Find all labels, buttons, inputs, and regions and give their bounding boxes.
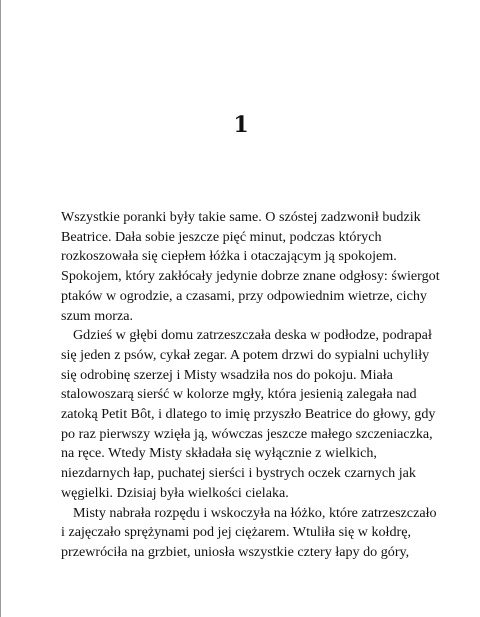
text-line: stalowoszarą sierść w kolorze mgły, która jesienią zalegała nad <box>61 386 417 403</box>
text-line: ptaków w ogrodzie, a czasami, przy odpowiednim wietrze, cichy <box>61 287 427 304</box>
paragraph-3 <box>61 504 441 563</box>
text-line: Misty nabrała rozpędu i wskoczyła na łóżko, które zatrzeszczało <box>73 504 437 521</box>
text-line: Wszystkie poranki były takie same. O szóstej zadzwonił budzik <box>61 209 421 225</box>
text-line: po raz pierwszy wzięła ją, wówczas jeszcze małego szczeniaczka, <box>61 425 433 442</box>
text-line: Beatrice. Dała sobie jeszcze pięć minut, podczas których <box>61 228 382 245</box>
text-line: na ręce. Wtedy Misty składała się wyłącznie z wielkich, <box>61 445 377 462</box>
text-line: szum morza. <box>61 307 134 324</box>
text-line: zatoką Petit Bôt, i dlatego to imię przyszło Beatrice do głowy, gdy <box>61 406 436 423</box>
text-line: i zajęczało sprężynami pod jej ciężarem. Wtuliła się w kołdrę, <box>61 524 411 541</box>
text-line: się jeden z psów, cykał zegar. A potem drzwi do sypialni uchyliły <box>61 346 430 363</box>
paragraph-1 <box>61 208 441 326</box>
text-line: rozkoszowała się ciepłem łóżka i otaczającym ją spokojem. <box>61 248 397 265</box>
chapter-number: 1 <box>233 112 249 138</box>
body-text <box>61 208 441 563</box>
paragraph-2 <box>61 326 441 503</box>
text-line: przewróciła na grzbiet, uniosła wszystkie cztery łapy do góry, <box>61 543 410 560</box>
text-line: Spokojem, który zakłócały jedynie dobrze znane odgłosy: świergot <box>61 268 440 285</box>
text-line: się odrobinę szerzej i Misty wsadziła nos do pokoju. Miała <box>61 366 393 383</box>
text-line: węgielki. Dzisiaj była wielkości cielaka. <box>61 484 289 501</box>
text-line: niezdarnych łap, puchatej sierści i bystrych oczek czarnych jak <box>61 465 416 482</box>
text-line: Gdzieś w głębi domu zatrzeszczała deska w podłodze, podrapał <box>73 327 432 344</box>
